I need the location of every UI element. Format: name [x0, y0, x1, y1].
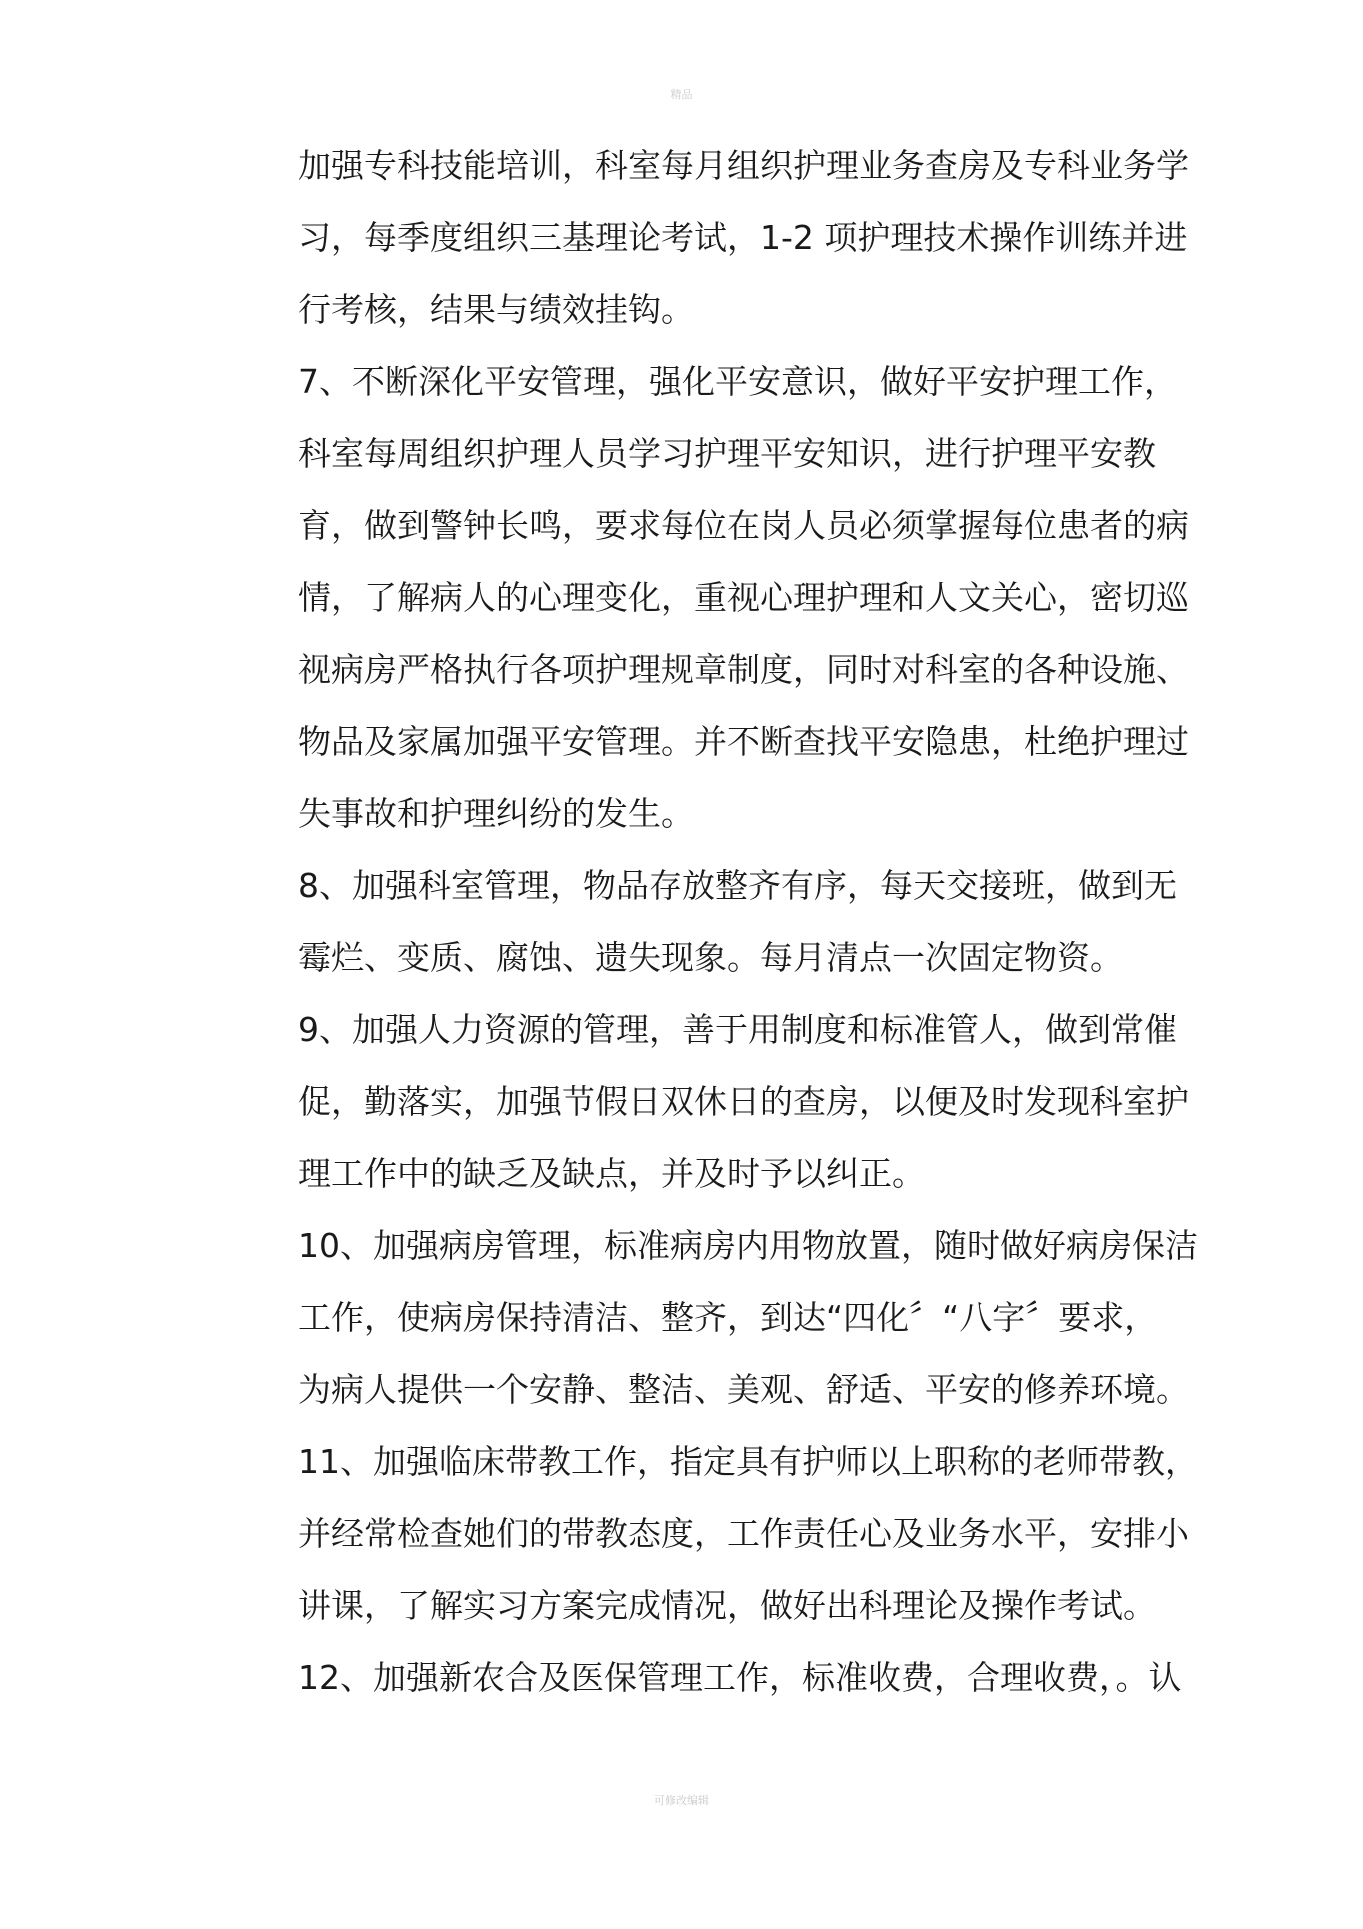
page-header-mark: 精品 — [670, 88, 693, 101]
text-line: 物品及家属加强平安管理。并不断查找平安隐患，杜绝护理过 — [298, 722, 1189, 761]
text-line: 习，每季度组织三基理论考试，1-2 项护理技术操作训练并进 — [298, 218, 1188, 257]
text-line: 行考核，结果与绩效挂钩。 — [298, 290, 694, 329]
text-line: 促，勤落实，加强节假日双休日的查房，以便及时发现科室护 — [298, 1082, 1189, 1121]
text-line: 12、加强新农合及医保管理工作，标准收费，合理收费，。认 — [298, 1658, 1182, 1697]
text-line: 9、加强人力资源的管理，善于用制度和标准管人，做到常催 — [298, 1010, 1177, 1049]
text-line: 育，做到警钟长鸣，要求每位在岗人员必须掌握每位患者的病 — [298, 506, 1189, 545]
text-line: 并经常检查她们的带教态度，工作责任心及业务水平，安排小 — [298, 1514, 1189, 1553]
page-footer-mark: 可修改编辑 — [654, 1794, 709, 1807]
text-line: 工作，使病房保持清洁、整齐，到达“四化〞“八字〞要求， — [298, 1298, 1158, 1337]
text-line: 为病人提供一个安静、整洁、美观、舒适、平安的修养环境。 — [298, 1370, 1189, 1409]
text-line: 7、不断深化平安管理，强化平安意识，做好平安护理工作， — [298, 362, 1177, 401]
text-line: 理工作中的缺乏及缺点，并及时予以纠正。 — [298, 1154, 925, 1193]
text-line: 科室每周组织护理人员学习护理平安知识，进行护理平安教 — [298, 434, 1156, 473]
text-line: 8、加强科室管理，物品存放整齐有序，每天交接班，做到无 — [298, 866, 1177, 905]
text-line: 失事故和护理纠纷的发生。 — [298, 794, 694, 833]
text-line: 情，了解病人的心理变化，重视心理护理和人文关心，密切巡 — [298, 578, 1189, 617]
text-line: 霉烂、变质、腐蚀、遗失现象。每月清点一次固定物资。 — [298, 938, 1123, 977]
document-body — [298, 140, 1198, 1724]
text-line: 10、加强病房管理，标准病房内用物放置，随时做好病房保洁 — [298, 1226, 1198, 1265]
text-line: 视病房严格执行各项护理规章制度，同时对科室的各种设施、 — [298, 650, 1189, 689]
text-line: 加强专科技能培训，科室每月组织护理业务查房及专科业务学 — [298, 146, 1189, 185]
text-line: 讲课，了解实习方案完成情况，做好出科理论及操作考试。 — [298, 1586, 1156, 1625]
text-line: 11、加强临床带教工作，指定具有护师以上职称的老师带教， — [298, 1442, 1198, 1481]
